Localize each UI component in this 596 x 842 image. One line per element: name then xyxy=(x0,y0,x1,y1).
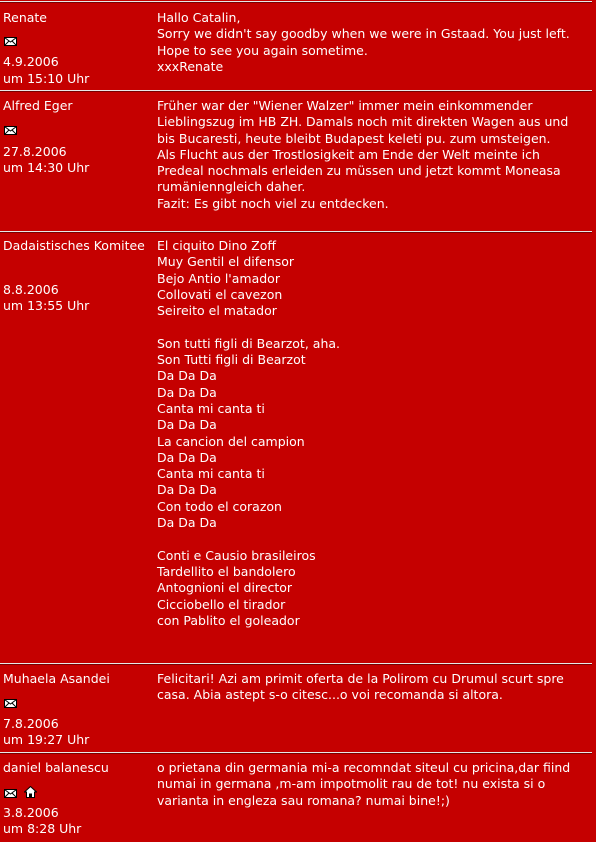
entry-message: o prietana din germania mi-a recomndat siteul cu pricina,dar fiind numai in germana ,m-am impotmolit rau de tot! nu exista si o varianta in engleza sau romana? numai bine!;) xyxy=(157,760,571,808)
entry-author: Muhaela Asandei xyxy=(3,671,110,686)
entry-date: 4.9.2006 xyxy=(3,54,59,69)
entry-date: 7.8.2006 xyxy=(3,716,59,731)
entry-time: um 15:10 Uhr xyxy=(3,71,90,86)
home-icon[interactable] xyxy=(24,786,37,798)
divider xyxy=(0,1,592,3)
entry-message: Hallo Catalin, Sorry we didn't say goodby when we were in Gstaad. You just left. Hope to see you again sometime. xxxRenate xyxy=(157,10,570,74)
entry-time: um 8:28 Uhr xyxy=(3,821,82,836)
entry-time: um 19:27 Uhr xyxy=(3,732,90,747)
divider xyxy=(0,752,592,754)
entry-author: Renate xyxy=(3,10,47,25)
entry-time: um 14:30 Uhr xyxy=(3,160,90,175)
entry-message: Felicitari! Azi am primit oferta de la Polirom cu Drumul scurt spre casa. Abia astept s-o citesc...o voi recomanda si altora. xyxy=(157,671,564,703)
entry-author: Alfred Eger xyxy=(3,98,73,113)
entry-date: 27.8.2006 xyxy=(3,144,67,159)
entry-message: Früher war der "Wiener Walzer" immer mein einkommender Lieblingszug im HB ZH. Damals noch mit direkten Wagen aus und bis Bucaresti, heute bleibt Budapest keleti pu. zum umsteigen. Als Flucht aus der Trostlosigkeit am Ende der Welt meinte ich Predeal nochmals erleiden zu müssen und jetzt kommt Moneasa rumänienngleich daher. Fazit: Es gibt noch viel zu entdecken. xyxy=(157,98,569,211)
entry-date: 8.8.2006 xyxy=(3,282,59,297)
divider xyxy=(0,231,592,233)
entry-message: El ciquito Dino Zoff Muy Gentil el difensor Bejo Antio l'amador Collovati el cavezon Seireito el matador Son tutti figli di Bearzot, aha. Son Tutti figli di Bearzot Da Da Da Da Da Da Canta mi canta ti Da Da Da La cancion del campion Da Da Da Canta mi canta ti Da Da Da Con todo el corazon Da Da Da Conti e Causio brasileiros Tardellito el bandolero Antognioni el director Cicciobello el tirador con Pablito el goleador xyxy=(157,238,340,628)
divider xyxy=(0,663,592,665)
envelope-icon[interactable] xyxy=(4,789,17,798)
entry-date: 3.8.2006 xyxy=(3,805,59,820)
entry-time: um 13:55 Uhr xyxy=(3,298,90,313)
divider xyxy=(0,90,592,92)
entry-author: daniel balanescu xyxy=(3,760,109,775)
envelope-icon[interactable] xyxy=(4,699,17,708)
entry-author: Dadaistisches Komitee xyxy=(3,238,145,253)
envelope-icon[interactable] xyxy=(4,37,17,46)
envelope-icon[interactable] xyxy=(4,126,17,135)
